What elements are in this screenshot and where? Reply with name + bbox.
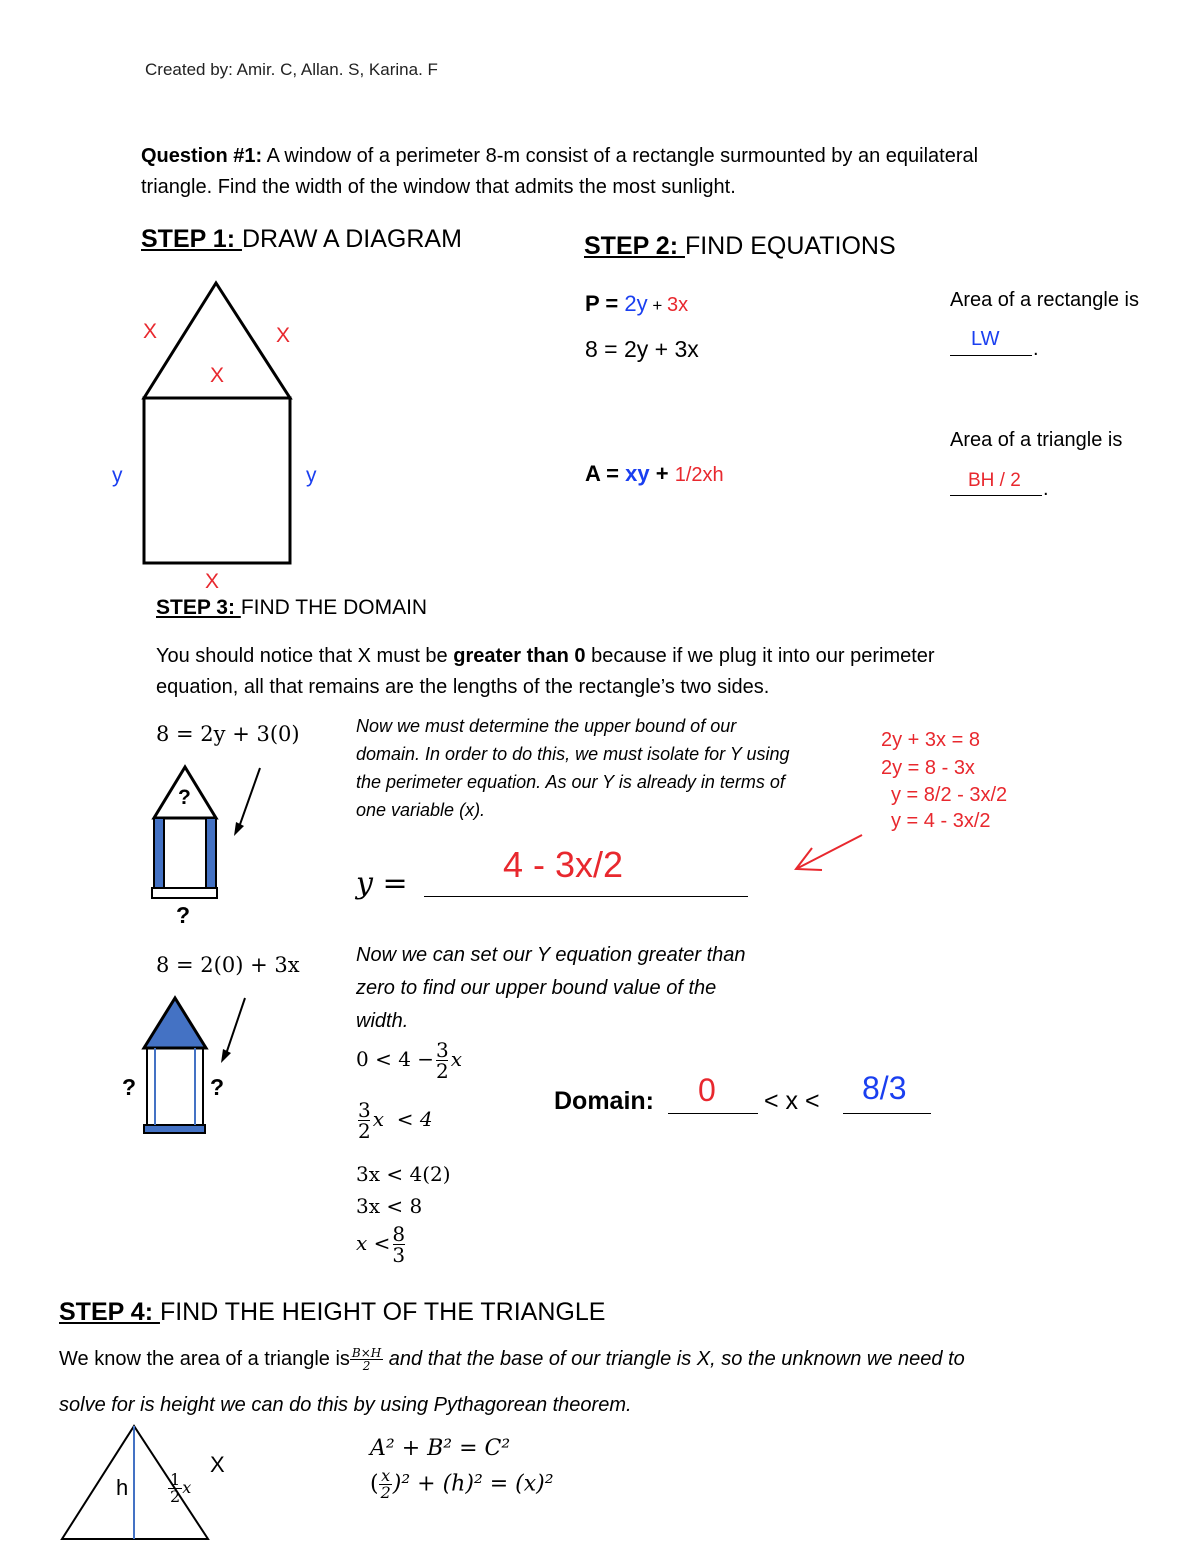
pyth-fraction — [379, 1468, 393, 1501]
rect-area-period: . — [1033, 338, 1039, 360]
y-equals-label: y = — [356, 866, 408, 901]
area-plus: + — [649, 461, 675, 486]
step4-para-a: We know the area of a triangle is — [59, 1347, 350, 1370]
question-mark-right: ? — [210, 1074, 225, 1100]
domain-label: Domain: — [554, 1087, 654, 1115]
step3-para-line-2: equation, all that remains are the lengths of the rectangle’s two sides. — [156, 676, 770, 698]
ineq-2-num: 3 — [358, 1098, 371, 1122]
upper-bound-line-2: domain. In order to do this, we must isolate for Y using — [356, 744, 790, 764]
equation-y-zero: 8 = 2y + 3(0) — [156, 722, 300, 746]
half-x-label — [168, 1472, 191, 1505]
greater-zero-line-3: width. — [356, 1010, 409, 1032]
h-label: h — [116, 1475, 129, 1500]
pythagorean-formula: A² + B² = C² — [370, 1436, 511, 1461]
red-work-line-1: 2y + 3x = 8 — [881, 729, 980, 751]
step3-para-bold: greater than 0 — [453, 645, 586, 667]
label-x-inner: X — [210, 364, 225, 387]
y-answer: 4 - 3x/2 — [503, 844, 624, 885]
label-x-bottom: X — [205, 570, 220, 593]
ineq-1-a: 0 < 4 − — [356, 1047, 435, 1071]
step4-para-b: and that the base of our triangle is X, so the unknown we need to — [383, 1347, 965, 1370]
ineq-line-3: 3x < 4(2) — [356, 1162, 451, 1186]
step1-heading-prefix: STEP 1: — [141, 225, 242, 253]
greater-zero-line-1: Now we can set our Y equation greater than — [356, 944, 746, 966]
pyth-rest: )² + (h)² = (x)² — [392, 1471, 554, 1497]
perimeter-plus: + — [647, 296, 667, 315]
domain-lower: 0 — [698, 1072, 716, 1108]
credits: Created by: Amir. C, Allan. S, Karina. F — [145, 60, 438, 79]
rect-area-answer: LW — [971, 328, 1000, 350]
question-mark-left: ? — [122, 1074, 137, 1100]
label-x-left: X — [143, 320, 158, 343]
pyth-num: x — [381, 1466, 391, 1485]
step2-heading-prefix: STEP 2: — [584, 232, 685, 260]
perimeter-term1: 2y — [624, 291, 648, 316]
step4-frac-den: 2 — [362, 1359, 371, 1373]
upper-bound-line-1: Now we must determine the upper bound of our — [356, 716, 737, 736]
upper-bound-line-4: one variable (x). — [356, 800, 486, 820]
ineq-1-var: x — [450, 1047, 463, 1071]
step4-frac-num: B×H — [351, 1346, 382, 1360]
triangle-area-period: . — [1043, 478, 1049, 500]
pyth-den: 2 — [380, 1483, 391, 1502]
question-text-1: A window of a perimeter 8-m consist of a rectangle surmounted by an equilateral — [262, 145, 979, 167]
perimeter-lhs: P = — [585, 291, 625, 316]
red-work-line-4: y = 4 - 3x/2 — [891, 810, 991, 832]
step4-para-line-2: solve for is height we can do this by using Pythagorean theorem. — [59, 1394, 632, 1416]
ineq-line-4: 3x < 8 — [356, 1194, 423, 1218]
area-term1: xy — [625, 461, 650, 486]
rect-area-prompt: Area of a rectangle is — [950, 289, 1139, 311]
ineq-5-num: 8 — [392, 1222, 406, 1246]
step3-para-a: You should notice that X must be — [156, 645, 454, 667]
perimeter-numeric: 8 = 2y + 3x — [585, 336, 699, 362]
ineq-1-num: 3 — [436, 1038, 449, 1062]
half-num: 1 — [170, 1470, 181, 1489]
ineq-2-den: 2 — [358, 1119, 371, 1143]
half-var: x — [182, 1478, 192, 1497]
step3-heading-prefix: STEP 3: — [156, 596, 241, 619]
area-lhs: A = — [585, 461, 626, 486]
pythagorean-substituted — [370, 1468, 554, 1501]
label-y-right: y — [306, 464, 317, 487]
question-label: Question #1: — [141, 145, 263, 167]
upper-bound-line-3: the perimeter equation. As our Y is already in terms of — [356, 772, 785, 792]
red-work-line-3: y = 8/2 - 3x/2 — [891, 784, 1008, 806]
label-y-left: y — [112, 464, 123, 487]
step2-heading-rest: FIND EQUATIONS — [684, 232, 896, 260]
triangle-area-prompt: Area of a triangle is — [950, 429, 1123, 451]
ineq-2-rest: x < 4 — [372, 1107, 433, 1131]
step3-heading-rest: FIND THE DOMAIN — [240, 596, 428, 619]
pyth-open-paren: ( — [370, 1471, 379, 1497]
ineq-1-den: 2 — [436, 1059, 449, 1083]
perimeter-term2: 3x — [666, 294, 689, 316]
triangle-area-answer: BH / 2 — [968, 470, 1021, 491]
x-side-label: X — [210, 1452, 225, 1477]
question-mark-roof: ? — [178, 786, 191, 809]
domain-mid: < x < — [764, 1087, 820, 1115]
step3-para-b: because if we plug it into our perimeter — [585, 645, 935, 667]
equation-x-zero: 8 = 2(0) + 3x — [156, 953, 300, 977]
question-mark-base: ? — [176, 902, 191, 928]
area-term2: 1/2xh — [674, 464, 724, 486]
ineq-5-den: 3 — [392, 1243, 406, 1267]
step1-heading-rest: DRAW A DIAGRAM — [241, 225, 462, 253]
question-line-2: triangle. Find the width of the window that admits the most sunlight. — [141, 176, 736, 198]
label-x-right: X — [276, 324, 291, 347]
step4-heading-rest: FIND THE HEIGHT OF THE TRIANGLE — [159, 1298, 606, 1326]
half-den: 2 — [170, 1487, 181, 1506]
ineq-5-a: x < — [356, 1231, 391, 1255]
step4-heading-prefix: STEP 4: — [59, 1298, 160, 1326]
domain-upper: 8/3 — [862, 1070, 907, 1106]
greater-zero-line-2: zero to find our upper bound value of the — [356, 977, 717, 999]
red-work-line-2: 2y = 8 - 3x — [881, 757, 975, 779]
half-fraction — [168, 1472, 182, 1505]
